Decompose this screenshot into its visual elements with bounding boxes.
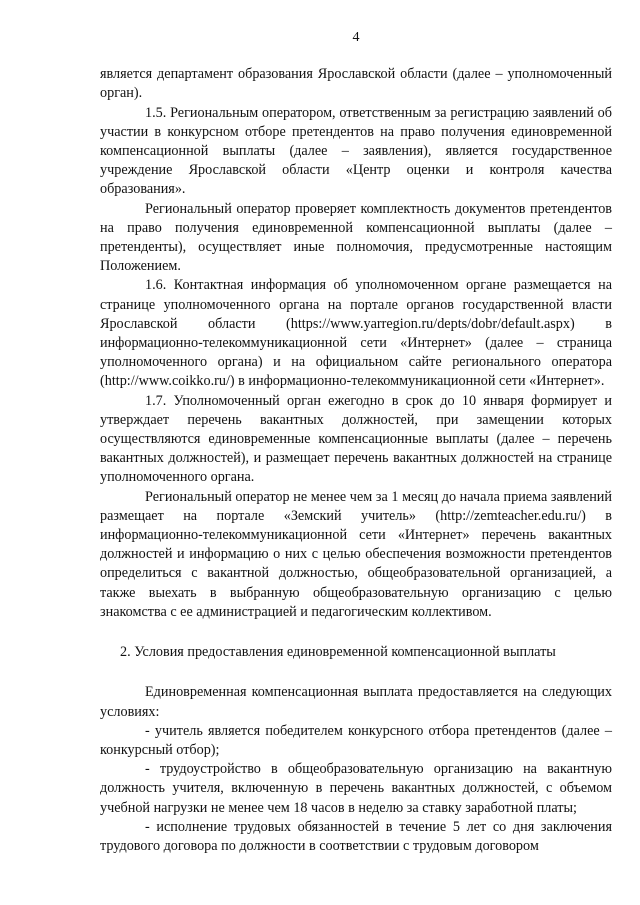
paragraph-regional-operator: Региональный оператор проверяет комплектность документов претендентов на право получения единовременной компенсационной выплаты (далее – претенденты), осуществляет иные полномочия, предусмотренные настоящим Положением. — [100, 200, 612, 275]
conditions-intro: Единовременная компенсационная выплата предоставляется на следующих условиях: — [100, 684, 612, 720]
condition-item: - трудоустройство в общеобразовательную организацию на вакантную должность учителя, включенную в перечень вакантных должностей, с объемом учебной нагрузки не менее чем 18 часов в неделю за ставку заработной платы; — [100, 761, 612, 816]
paragraph-zemsky-teacher: Региональный оператор не менее чем за 1 месяц до начала приема заявлений размещает на портале «Земский учитель» (http://zemteacher.edu.ru/) в информационно-телекоммуникационной сети «Интернет» перечень вакантных должностей и информацию о них с целью обеспечения возможности претендентов определиться с вакантной должностью, общеобразовательной организацией, а также выехать в выбранную общеобразовательную организацию с целью знакомства с ее администрацией и педагогическим коллективом. — [100, 488, 612, 620]
paragraph-1-7: 1.7. Уполномоченный орган ежегодно в срок до 10 января формирует и утверждает перечень вакантных должностей, при замещении которых осуществляются единовременные компенсационные выплаты (далее – перечень вакантных должностей), и размещает перечень вакантных должностей на странице уполномоченного органа. — [100, 392, 612, 486]
document-page — [100, 28, 612, 856]
paragraph-authorized-body: является департамент образования Ярославской области (далее – уполномоченный орган). — [100, 66, 612, 102]
paragraph-1-5: 1.5. Региональным оператором, ответственным за регистрацию заявлений об участии в конкурсном отборе претендентов на право получения единовременной компенсационной выплаты (далее – заявления), является государственное учреждение Ярославской области «Центр оценки и контроля качества образования». — [100, 104, 612, 198]
paragraph-1-6: 1.6. Контактная информация об уполномоченном органе размещается на странице уполномоченного органа на портале органов государственной власти Ярославской области (https://www.yarregion.ru/depts/dobr/default.aspx) в информационно-телекоммуникационной сети «Интернет» (далее – страница уполномоченного органа) и на официальном сайте регионального оператора (http://www.coikko.ru/) в информационно-телекоммуникационной сети «Интернет». — [100, 277, 612, 390]
condition-item: - исполнение трудовых обязанностей в течение 5 лет со дня заключения трудового договора по должности в соответствии с трудовым договором — [100, 818, 612, 854]
page-number: 4 — [352, 30, 360, 45]
condition-item: - учитель является победителем конкурсного отбора претендентов (далее – конкурсный отбор); — [100, 722, 612, 758]
section-heading: 2. Условия предоставления единовременной компенсационной выплаты — [120, 644, 556, 661]
